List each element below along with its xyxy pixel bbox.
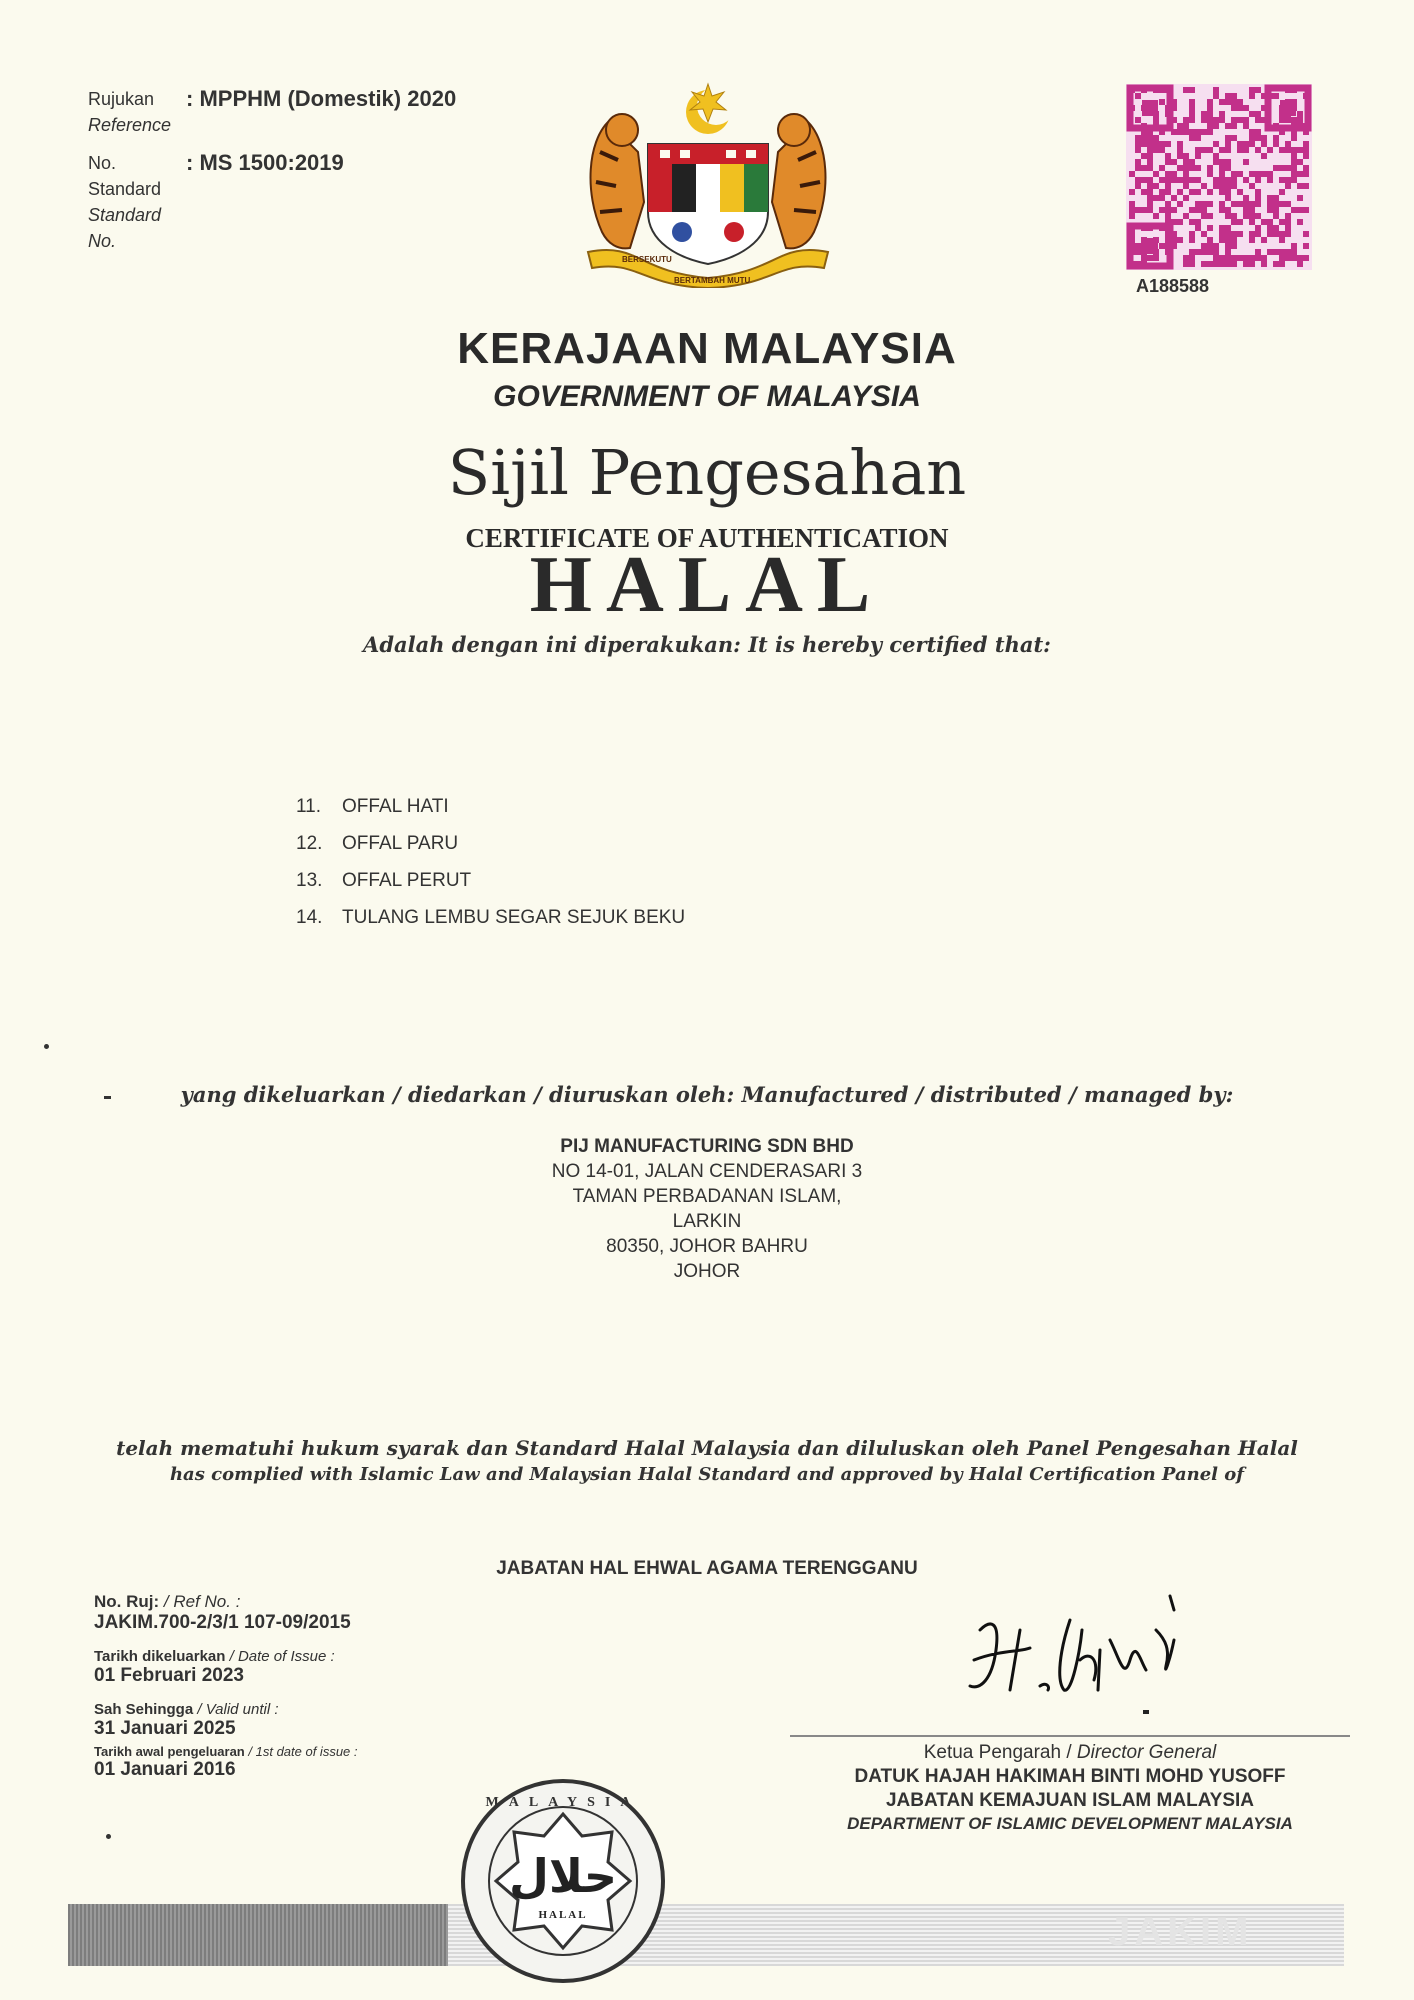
signatory-name: DATUK HAJAH HAKIMAH BINTI MOHD YUSOFF	[854, 1766, 1286, 1787]
crest-motto-bottom: BERTAMBAH MUTU	[674, 276, 751, 285]
issue-date: 01 Februari 2023	[94, 1665, 244, 1686]
certified-statement: Adalah dengan ini diperakukan: It is hereby certified that:	[363, 632, 1051, 657]
company-address-line: TAMAN PERBADANAN ISLAM,	[572, 1186, 842, 1207]
signatory-department-ms: JABATAN KEMAJUAN ISLAM MALAYSIA	[885, 1790, 1255, 1811]
halal-logo-ring-text: MALAYSIA	[485, 1795, 641, 1810]
signature-line	[790, 1735, 1350, 1737]
reference-value: : MPPHM (Domestik) 2020	[186, 86, 457, 111]
signature	[960, 1590, 1200, 1710]
valid-until-date: 31 Januari 2025	[94, 1718, 236, 1739]
halal-logo-arabic: حلال	[509, 1849, 617, 1903]
crest-motto-left: BERSEKUTU	[622, 255, 672, 264]
company-address-line: 80350, JOHOR BAHRU	[606, 1236, 808, 1257]
company-name: PIJ MANUFACTURING SDN BHD	[560, 1136, 854, 1157]
footer-watermark: JAKIM	[1108, 1910, 1253, 1954]
manufacturer-intro: yang dikeluarkan / diedarkan / diuruskan oleh: Manufactured / distributed / managed by:	[180, 1082, 1234, 1107]
manufacturer-block	[0, 1134, 1414, 1284]
details-block: No. Ruj: / Ref No. : JAKIM.700-2/3/1 107-09/2015 Tarikh dikeluarkan / Date of Issue : 01 Februari 2023 Sah Sehingga / Valid until : 31 Januari 2025 Tarikh awal pengeluaran / 1st date of issue : 01 Januari 2016	[94, 1592, 358, 1780]
compliance-statement-ms: telah mematuhi hukum syarak dan Standard Halal Malaysia dan diluluskan oleh Panel Pengesahan Halal	[116, 1436, 1298, 1460]
reference-number: JAKIM.700-2/3/1 107-09/2015	[94, 1612, 351, 1633]
company-address-line: NO 14-01, JALAN CENDERASARI 3	[551, 1161, 863, 1182]
reference-label: Rujukan Reference	[88, 89, 172, 135]
first-issue-date: 01 Januari 2016	[94, 1759, 236, 1780]
signatory-title: Ketua Pengarah / Director General	[923, 1742, 1217, 1763]
footer-band-left	[68, 1904, 448, 1966]
title-certificate-ms: Sijil Pengesahan	[447, 436, 967, 509]
list-item: 13. OFFAL PERUT	[296, 870, 472, 891]
approving-panel: JABATAN HAL EHWAL AGAMA TERENGGANU	[496, 1558, 918, 1579]
compliance-statement-en: has complied with Islamic Law and Malaysian Halal Standard and approved by Halal Certification Panel of	[169, 1464, 1245, 1485]
coat-of-arms-emblem	[578, 82, 838, 288]
company-address-line: LARKIN	[672, 1211, 742, 1232]
standard-label: No. Standard Standard No.	[88, 153, 162, 251]
title-halal: HALAL	[529, 541, 885, 629]
mark-dash	[1143, 1710, 1149, 1714]
title-government-ms: KERAJAAN MALAYSIA	[457, 324, 957, 373]
list-item: 12. OFFAL PARU	[296, 833, 459, 854]
title-government-en: GOVERNMENT OF MALAYSIA	[493, 380, 921, 413]
standard-value: : MS 1500:2019	[186, 150, 344, 175]
list-item: 14. TULANG LEMBU SEGAR SEJUK BEKU	[296, 907, 686, 928]
title-certificate-en: CERTIFICATE OF AUTHENTICATION	[465, 523, 949, 553]
product-list	[296, 796, 685, 944]
qr-code	[1126, 84, 1312, 270]
list-item: 11. OFFAL HATI	[296, 796, 449, 817]
signatory-department-en: DEPARTMENT OF ISLAMIC DEVELOPMENT MALAYSIA	[847, 1814, 1293, 1833]
company-address-line: JOHOR	[673, 1261, 741, 1282]
mark-dot	[44, 1044, 49, 1049]
halal-logo	[458, 1776, 668, 1986]
mark-dot	[106, 1834, 111, 1839]
halal-logo-label: HALAL	[538, 1909, 588, 1921]
certificate-serial: A188588	[1136, 276, 1210, 296]
